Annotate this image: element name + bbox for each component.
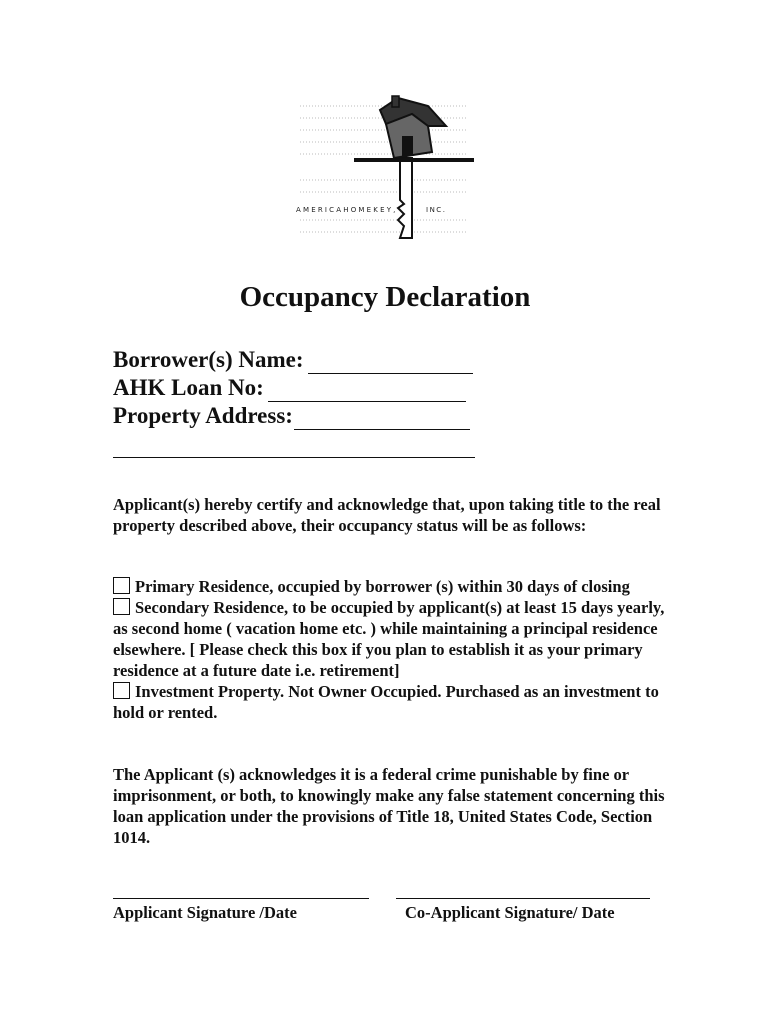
co-applicant-signature-line[interactable] — [396, 898, 650, 899]
warning-paragraph: The Applicant (s) acknowledges it is a federal crime punishable by fine or imprisonment, or both, to knowingly make any false statement concerning this loan application under the provisions of Title 18, United States Code, Section 1014. — [113, 765, 665, 847]
investment-property-label: Investment Property. Not Owner Occupied. Purchased as an investment to hold or rented. — [113, 682, 659, 722]
borrower-fields — [113, 346, 493, 458]
borrower-name-field[interactable] — [113, 346, 493, 374]
primary-residence-label: Primary Residence, occupied by borrower (s) within 30 days of closing — [135, 577, 630, 596]
svg-text:INC.: INC. — [426, 206, 447, 214]
occupancy-options — [113, 576, 673, 723]
loan-number-blank[interactable] — [268, 381, 466, 402]
applicant-signature-label: Applicant Signature /Date — [113, 903, 297, 922]
applicant-signature-block — [113, 898, 369, 923]
company-logo — [288, 92, 478, 242]
loan-number-field[interactable] — [113, 374, 493, 402]
investment-property-checkbox[interactable] — [113, 682, 130, 699]
property-address-label: Property Address: — [113, 403, 293, 428]
option-secondary-residence[interactable] — [113, 597, 673, 681]
co-applicant-signature-label: Co-Applicant Signature/ Date — [405, 903, 615, 922]
borrower-name-label: Borrower(s) Name: — [113, 347, 304, 372]
secondary-residence-label: Secondary Residence, to be occupied by applicant(s) at least 15 days yearly, as second home ( vacation home etc. ) while maintaining a principal residence elsewhere. [ Please check this box if you plan to establish it as your primary residence at a future date i.e. retirement] — [113, 598, 665, 680]
svg-text:AMERICAHOMEKEY,: AMERICAHOMEKEY, — [296, 206, 398, 214]
property-address-field[interactable] — [113, 402, 493, 430]
option-investment-property[interactable] — [113, 681, 673, 723]
borrower-name-blank[interactable] — [308, 353, 473, 374]
primary-residence-checkbox[interactable] — [113, 577, 130, 594]
house-key-icon — [288, 92, 478, 242]
option-primary-residence[interactable] — [113, 576, 673, 597]
secondary-residence-checkbox[interactable] — [113, 598, 130, 615]
applicant-signature-line[interactable] — [113, 898, 369, 899]
co-applicant-signature-block — [396, 898, 650, 923]
page-title: Occupancy Declaration — [239, 281, 531, 313]
property-address-line-2[interactable] — [113, 430, 475, 458]
property-address-blank[interactable] — [294, 409, 470, 430]
loan-number-label: AHK Loan No: — [113, 375, 264, 400]
intro-paragraph: Applicant(s) hereby certify and acknowledge that, upon taking title to the real property described above, their occupancy status will be as follows: — [113, 495, 661, 535]
